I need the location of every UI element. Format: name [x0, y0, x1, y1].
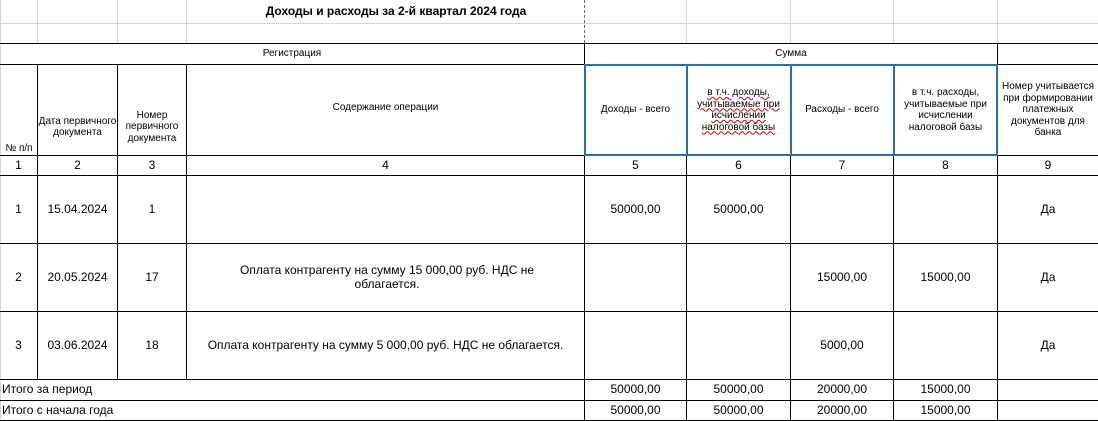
column-number[interactable]: 1: [15, 157, 22, 172]
cell-bank[interactable]: Да: [1040, 201, 1056, 216]
header-num[interactable]: № п/п: [5, 142, 33, 154]
gridline: [893, 0, 894, 43]
cell-content[interactable]: Оплата контрагенту на сумму 15 000,00 руб. НДС не облагается.: [239, 262, 535, 291]
cell-content[interactable]: Оплата контрагенту на сумму 5 000,00 руб. НДС не облагается.: [207, 337, 564, 352]
header-expense-tax-text: в т.ч. расходы, учитываемые при исчислении налоговой базы: [904, 87, 987, 133]
gridline: [117, 0, 118, 43]
group-header-sum[interactable]: Сумма: [775, 48, 807, 60]
total-year-income-tax[interactable]: 50000,00: [713, 402, 764, 417]
column-number[interactable]: 4: [382, 157, 389, 172]
total-year-label[interactable]: Итого с начала года: [2, 402, 114, 417]
cell-date[interactable]: 20.05.2024: [47, 269, 108, 284]
header-expense-tax[interactable]: [894, 65, 997, 155]
total-period-expense-total[interactable]: 20000,00: [816, 382, 868, 397]
cell-num[interactable]: 2: [15, 269, 22, 284]
cell-date[interactable]: 15.04.2024: [47, 201, 108, 216]
cell-docnum[interactable]: 18: [145, 337, 159, 352]
column-number[interactable]: 2: [74, 157, 81, 172]
total-period-income-tax[interactable]: 50000,00: [713, 382, 764, 397]
cell-expense-tax[interactable]: [894, 312, 997, 379]
cell-selection-divider: [686, 64, 688, 156]
cell-income-tax[interactable]: [687, 312, 790, 379]
column-number[interactable]: 9: [1044, 157, 1052, 172]
column-number[interactable]: 6: [735, 157, 742, 172]
gridline: [0, 23, 1098, 24]
cell-expense-total[interactable]: [791, 176, 893, 243]
header-expense-total[interactable]: Расходы - всего: [805, 104, 879, 116]
header-bank[interactable]: Номер учитывается при формировании платежных документов для банка: [1002, 81, 1094, 139]
total-year-income-total[interactable]: 50000,00: [610, 402, 661, 417]
cell-income-total[interactable]: 50000,00: [610, 201, 661, 216]
cell-bank[interactable]: Да: [1040, 269, 1056, 284]
cell-income-tax[interactable]: 50000,00: [713, 201, 764, 216]
cell-expense-tax[interactable]: [894, 176, 997, 243]
header-date[interactable]: Дата первичного документа: [38, 115, 117, 138]
header-content[interactable]: Содержание операции: [332, 102, 439, 114]
cell-content[interactable]: [187, 176, 584, 243]
total-year-expense-total[interactable]: 20000,00: [816, 402, 868, 417]
cell-num[interactable]: 3: [15, 337, 22, 352]
cell-income-tax[interactable]: [687, 244, 790, 311]
cell-selection-divider: [893, 64, 895, 156]
cell-num[interactable]: 1: [15, 201, 22, 216]
gridline: [686, 0, 687, 43]
header-income-tax[interactable]: [687, 65, 790, 155]
header-docnum[interactable]: Номер первичного документа: [125, 109, 179, 144]
gridline: [790, 0, 791, 43]
header-income-tax-text: в т.ч. доходы, учитываемые при исчислении налоговой базы: [697, 87, 780, 133]
cell-expense-total[interactable]: 5000,00: [820, 337, 864, 352]
total-period-label[interactable]: Итого за период: [2, 382, 93, 397]
group-header-registration[interactable]: Регистрация: [262, 48, 322, 60]
column-number[interactable]: 8: [942, 157, 949, 172]
cell-docnum[interactable]: 1: [148, 201, 156, 216]
gridline: [37, 0, 38, 43]
column-number[interactable]: 5: [632, 157, 639, 172]
cell-income-total[interactable]: [585, 312, 686, 379]
cell-selection-divider: [790, 64, 792, 156]
sheet-title[interactable]: Доходы и расходы за 2-й квартал 2024 года: [265, 4, 527, 19]
total-period-income-total[interactable]: 50000,00: [610, 382, 661, 397]
cell-expense-tax[interactable]: 15000,00: [920, 269, 971, 284]
cell-bank[interactable]: Да: [1040, 337, 1056, 352]
cell-date[interactable]: 03.06.2024: [47, 337, 108, 352]
column-number[interactable]: 7: [838, 157, 846, 172]
total-year-expense-tax[interactable]: 15000,00: [920, 402, 971, 417]
column-number[interactable]: 3: [148, 157, 156, 172]
cell-income-total[interactable]: [585, 244, 686, 311]
cell-docnum[interactable]: 17: [145, 269, 159, 284]
header-income-total[interactable]: Доходы - всего: [600, 104, 671, 116]
cell-expense-total[interactable]: 15000,00: [816, 269, 868, 284]
gridline: [997, 0, 998, 43]
total-period-expense-tax[interactable]: 15000,00: [920, 382, 971, 397]
